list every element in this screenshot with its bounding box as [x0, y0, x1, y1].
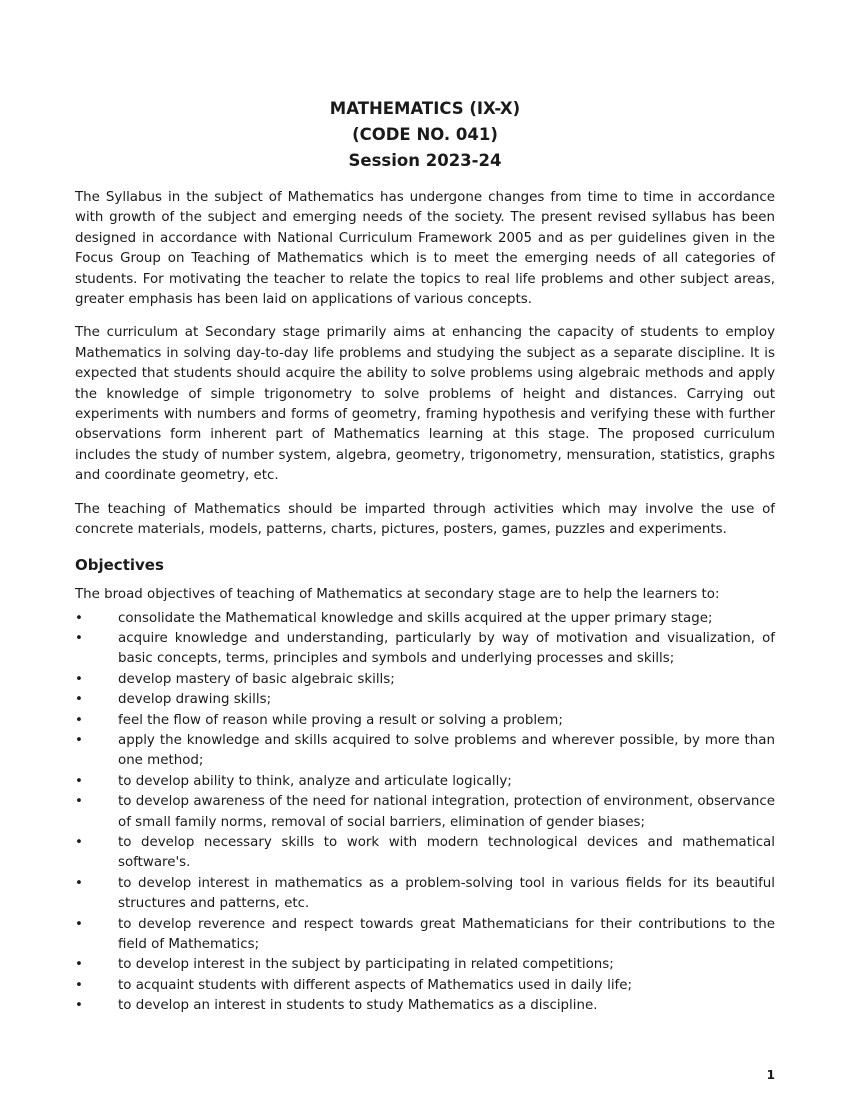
list-item-text: to develop reverence and respect towards great Mathematicians for their contributions to the field of Mathematics;: [118, 916, 775, 952]
bullet-icon: •: [75, 610, 83, 626]
objectives-intro: The broad objectives of teaching of Mathematics at secondary stage are to help the learners to:: [75, 586, 720, 602]
list-item: [75, 915, 775, 956]
list-item-text: to develop ability to think, analyze and articulate logically;: [118, 773, 512, 789]
bullet-icon: •: [75, 692, 83, 708]
list-item-text: to develop interest in the subject by participating in related competitions;: [118, 957, 614, 973]
list-item-text: to develop necessary skills to work with modern technological devices and mathematical software's.: [118, 834, 775, 871]
bullet-icon: •: [75, 671, 83, 687]
intro-paragraph-3: The teaching of Mathematics should be imparted through activities which may involve the use of concrete materials, models, patterns, charts, pictures, posters, games, puzzles and experiments.: [75, 501, 775, 538]
bullet-icon: •: [75, 732, 83, 748]
list-item: [75, 731, 775, 772]
bullet-icon: •: [75, 712, 83, 728]
document-page: [75, 96, 775, 1017]
list-item-text: develop drawing skills;: [118, 692, 272, 708]
list-item-text: to develop interest in mathematics as a problem-solving tool in various fields for its beautiful structures and patterns, etc.: [118, 875, 775, 912]
list-item: [75, 629, 775, 670]
list-item-text: feel the flow of reason while proving a result or solving a problem;: [118, 712, 563, 728]
bullet-icon: •: [75, 834, 83, 850]
list-item-text: to develop awareness of the need for national integration, protection of environment, observance of small family norms, removal of social barriers, elimination of gender biases;: [118, 794, 775, 830]
list-item: [75, 690, 775, 710]
list-item-text: to develop an interest in students to study Mathematics as a discipline.: [118, 998, 598, 1014]
list-item: [75, 833, 775, 874]
bullet-icon: •: [75, 773, 83, 789]
page-number: 1: [766, 1068, 775, 1082]
list-item: [75, 711, 775, 731]
objectives-list: [75, 609, 775, 1017]
intro-paragraph-1: The Syllabus in the subject of Mathematics has undergone changes from time to time in accordance with growth of the subject and emerging needs of the society. The present revised syllabus has been designed in accordance with National Curriculum Framework 2005 and as per guidelines given in the Focus Group on Teaching of Mathematics which is to meet the emerging needs of all categories of students. For motivating the teacher to relate the topics to real life problems and other subject areas, greater emphasis has been laid on applications of various concepts.: [75, 190, 775, 308]
list-item: [75, 976, 775, 996]
list-item: [75, 996, 775, 1016]
intro-paragraph-2: The curriculum at Secondary stage primarily aims at enhancing the capacity of students to employ Mathematics in solving day-to-day life problems and studying the subject as a separate discipline. It is expected that students should acquire the ability to solve problems using algebraic methods and apply the knowledge of simple trigonometry to solve problems of height and distances. Carrying out experiments with numbers and forms of geometry, framing hypothesis and verifying these with further observations form inherent part of Mathematics learning at this stage. The proposed curriculum includes the study of number system, algebra, geometry, trigonometry, mensuration, statistics, graphs and coordinate geometry, etc.: [75, 325, 775, 484]
list-item: [75, 772, 775, 792]
bullet-icon: •: [75, 977, 83, 993]
document-header: [75, 96, 775, 174]
bullet-icon: •: [75, 916, 83, 932]
bullet-icon: •: [75, 957, 83, 973]
page-title: MATHEMATICS (IX-X): [329, 99, 521, 118]
list-item: [75, 955, 775, 975]
bullet-icon: •: [75, 998, 83, 1014]
list-item-text: consolidate the Mathematical knowledge and skills acquired at the upper primary stage;: [118, 610, 713, 626]
bullet-icon: •: [75, 630, 83, 646]
list-item-text: to acquaint students with different aspects of Mathematics used in daily life;: [118, 977, 633, 993]
bullet-icon: •: [75, 794, 83, 810]
list-item-text: acquire knowledge and understanding, particularly by way of motivation and visualization, of basic concepts, terms, principles and symbols and underlying processes and skills;: [118, 630, 775, 667]
list-item: [75, 609, 775, 629]
list-item: [75, 792, 775, 833]
list-item: [75, 874, 775, 915]
bullet-icon: •: [75, 875, 83, 891]
list-item: [75, 670, 775, 690]
list-item-text: apply the knowledge and skills acquired to solve problems and wherever possible, by more than one method;: [118, 732, 775, 769]
session-label: Session 2023-24: [348, 151, 502, 170]
objectives-heading: Objectives: [75, 555, 164, 574]
subject-code: (CODE NO. 041): [352, 125, 498, 144]
list-item-text: develop mastery of basic algebraic skills;: [118, 671, 395, 687]
